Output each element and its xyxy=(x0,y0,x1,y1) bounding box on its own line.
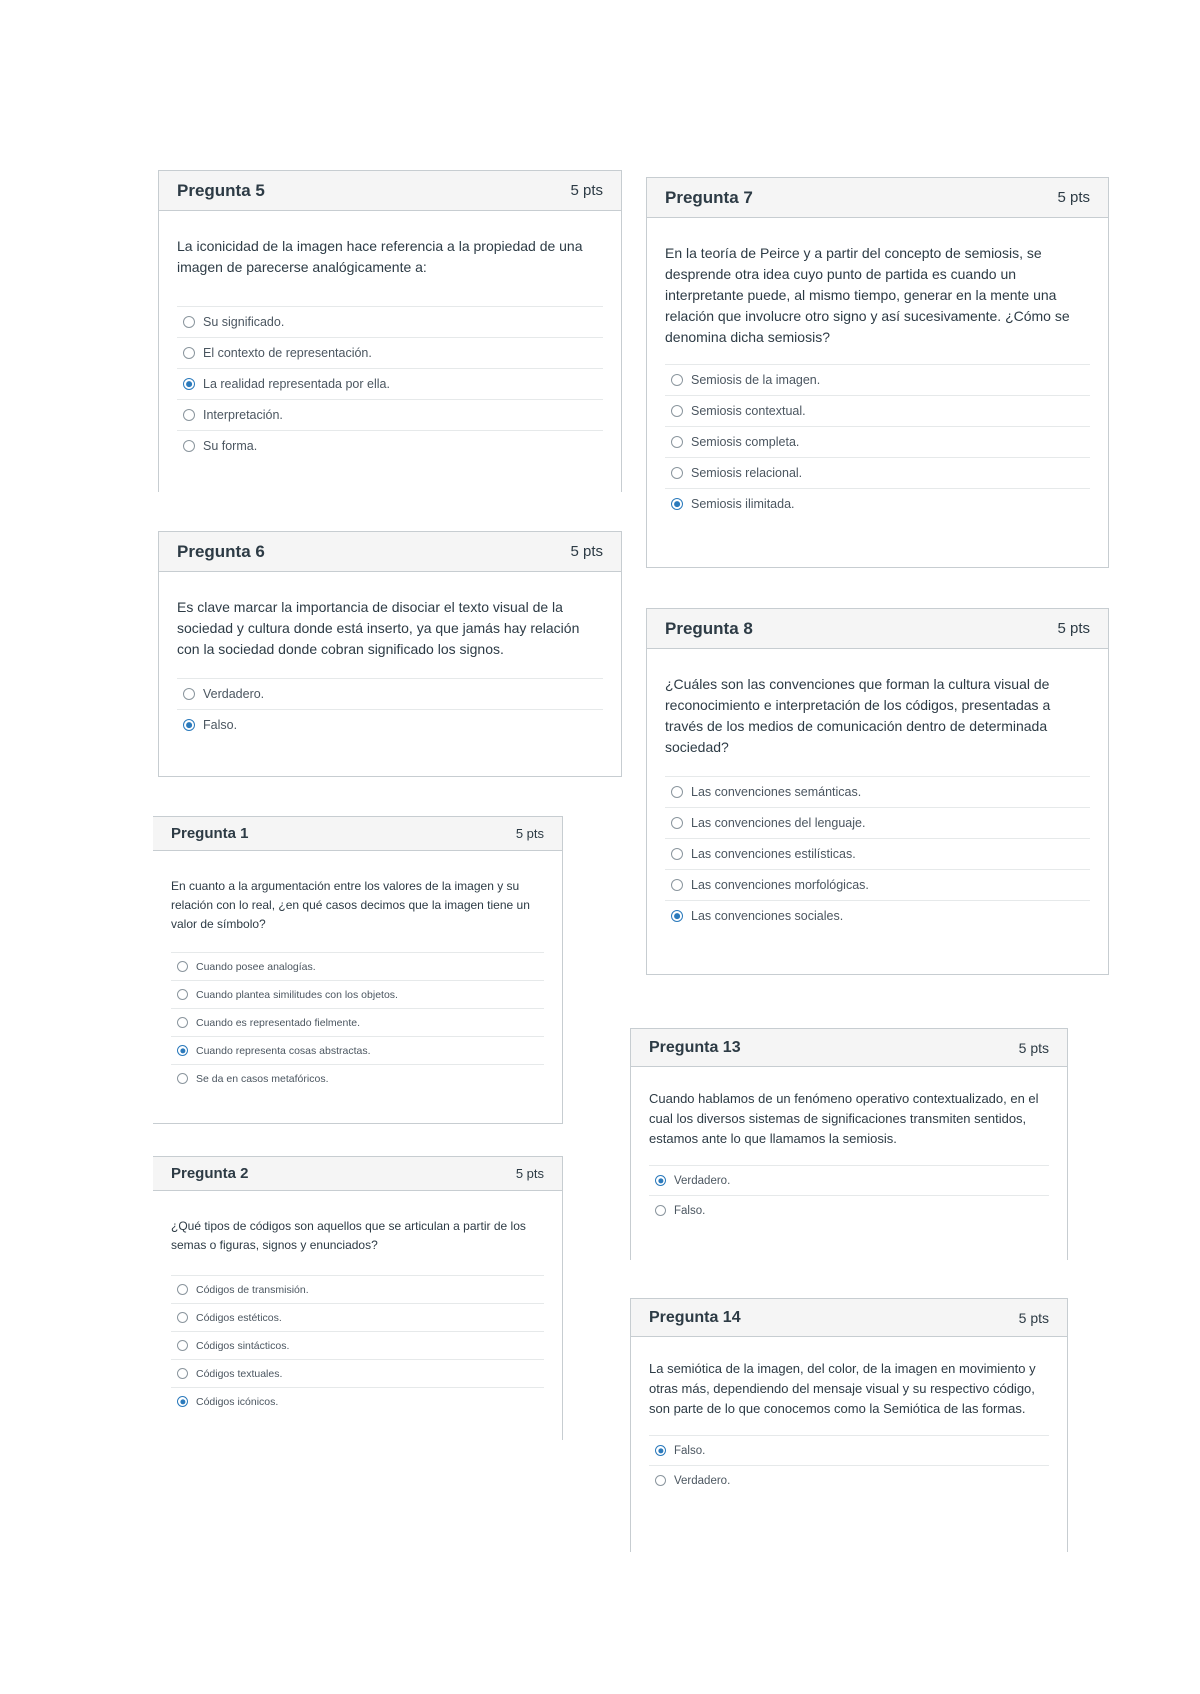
answer-label: Cuando representa cosas abstractas. xyxy=(196,1044,371,1057)
answer-label: Falso. xyxy=(674,1444,706,1457)
question-card-7 xyxy=(646,177,1109,568)
question-card-1 xyxy=(153,816,563,1124)
answer-label: El contexto de representación. xyxy=(203,346,372,360)
question-title: Pregunta 2 xyxy=(171,1165,249,1182)
answer-option[interactable] xyxy=(171,1332,544,1360)
radio-button[interactable] xyxy=(183,409,195,421)
question-header xyxy=(631,1299,1067,1337)
answer-label: Semiosis completa. xyxy=(691,435,800,449)
question-points: 5 pts xyxy=(1057,620,1090,637)
question-text: En cuanto a la argumentación entre los valores de la imagen y su relación con lo real, ¿en qué casos decimos que la imagen tiene un valor de símbolo? xyxy=(171,879,530,931)
answer-option[interactable] xyxy=(177,679,603,710)
radio-button[interactable] xyxy=(671,786,683,798)
question-title: Pregunta 13 xyxy=(649,1038,741,1056)
question-card-2 xyxy=(153,1156,563,1440)
answer-label: Verdadero. xyxy=(674,1174,731,1187)
question-title: Pregunta 5 xyxy=(177,180,265,200)
answer-list xyxy=(665,776,1090,931)
answer-label: Semiosis relacional. xyxy=(691,466,803,480)
answer-label: Las convenciones semánticas. xyxy=(691,785,862,799)
radio-button[interactable] xyxy=(671,467,683,479)
answer-option[interactable] xyxy=(171,1304,544,1332)
answer-option[interactable] xyxy=(665,901,1090,931)
answer-option[interactable] xyxy=(177,369,603,400)
question-text: La semiótica de la imagen, del color, de la imagen en movimiento y otras más, dependiendo del mensaje visual y su respectivo código, son parte de lo que conocemos como la Semiótica de las formas. xyxy=(649,1361,1036,1416)
question-header xyxy=(647,178,1108,218)
radio-button[interactable] xyxy=(177,1368,188,1379)
answer-option[interactable] xyxy=(171,1065,544,1092)
answer-label: Verdadero. xyxy=(674,1474,731,1487)
answer-option[interactable] xyxy=(665,365,1090,396)
answer-label: Su significado. xyxy=(203,315,285,329)
answer-option[interactable] xyxy=(177,338,603,369)
answer-option[interactable] xyxy=(665,396,1090,427)
radio-button[interactable] xyxy=(177,961,188,972)
answer-label: Códigos sintácticos. xyxy=(196,1339,290,1352)
answer-option[interactable] xyxy=(665,427,1090,458)
radio-button[interactable] xyxy=(671,848,683,860)
question-title: Pregunta 1 xyxy=(171,825,249,842)
radio-button[interactable] xyxy=(671,405,683,417)
radio-button[interactable] xyxy=(671,817,683,829)
answer-list xyxy=(177,678,603,740)
radio-button-selected[interactable] xyxy=(655,1175,666,1186)
question-card-5 xyxy=(158,170,622,492)
question-text: La iconicidad de la imagen hace referencia a la propiedad de una imagen de parecerse analógicamente a: xyxy=(177,238,583,275)
answer-label: Falso. xyxy=(203,718,238,732)
question-points: 5 pts xyxy=(1057,189,1090,206)
question-text: Cuando hablamos de un fenómeno operativo contextualizado, en el cual los diversos sistemas de significaciones transmiten sentidos, estamos ante lo que llamamos la semiosis. xyxy=(649,1091,1039,1146)
radio-button[interactable] xyxy=(183,688,195,700)
radio-button[interactable] xyxy=(655,1475,666,1486)
answer-option[interactable] xyxy=(171,981,544,1009)
radio-button[interactable] xyxy=(177,1073,188,1084)
question-points: 5 pts xyxy=(515,826,544,841)
answer-option[interactable] xyxy=(171,1388,544,1415)
question-text: Es clave marcar la importancia de disociar el texto visual de la sociedad y cultura donde está inserto, ya que jamás hay relación con la sociedad donde cobran significado los signos. xyxy=(177,599,580,657)
question-card-13 xyxy=(630,1028,1068,1260)
radio-button[interactable] xyxy=(177,1017,188,1028)
question-header xyxy=(159,171,621,211)
answer-label: Semiosis de la imagen. xyxy=(691,373,821,387)
answer-option[interactable] xyxy=(171,1009,544,1037)
radio-button-selected[interactable] xyxy=(177,1045,188,1056)
answer-option[interactable] xyxy=(665,839,1090,870)
answer-option[interactable] xyxy=(665,458,1090,489)
answer-option[interactable] xyxy=(649,1196,1049,1225)
radio-button[interactable] xyxy=(177,989,188,1000)
answer-label: Verdadero. xyxy=(203,687,265,701)
answer-label: Cuando plantea similitudes con los objetos. xyxy=(196,988,398,1001)
answer-label: Las convenciones sociales. xyxy=(691,909,844,923)
question-title: Pregunta 6 xyxy=(177,541,265,561)
radio-button[interactable] xyxy=(183,347,195,359)
answer-option[interactable] xyxy=(177,710,603,740)
answer-option[interactable] xyxy=(171,1360,544,1388)
radio-button-selected[interactable] xyxy=(177,1396,188,1407)
answer-list xyxy=(171,952,544,1092)
question-points: 5 pts xyxy=(1018,1309,1049,1326)
answer-label: Falso. xyxy=(674,1204,706,1217)
answer-label: Las convenciones estilísticas. xyxy=(691,847,856,861)
answer-option[interactable] xyxy=(177,307,603,338)
answer-label: Las convenciones del lenguaje. xyxy=(691,816,866,830)
answer-label: Interpretación. xyxy=(203,408,283,422)
radio-button[interactable] xyxy=(655,1205,666,1216)
answer-option[interactable] xyxy=(665,808,1090,839)
radio-button[interactable] xyxy=(177,1284,188,1295)
answer-option[interactable] xyxy=(649,1436,1049,1466)
radio-button[interactable] xyxy=(183,440,195,452)
answer-list xyxy=(665,364,1090,519)
question-card-14 xyxy=(630,1298,1068,1552)
question-text: ¿Cuáles son las convenciones que forman la cultura visual de reconocimiento e interpretación de los códigos, presentadas a través de los medios de comunicación dentro de determinada sociedad? xyxy=(665,676,1051,755)
radio-button[interactable] xyxy=(671,879,683,891)
question-points: 5 pts xyxy=(570,543,603,560)
answer-label: Se da en casos metafóricos. xyxy=(196,1072,329,1085)
radio-button-selected[interactable] xyxy=(183,378,195,390)
radio-button-selected[interactable] xyxy=(183,719,195,731)
answer-label: Las convenciones morfológicas. xyxy=(691,878,869,892)
radio-button-selected[interactable] xyxy=(655,1445,666,1456)
answer-option[interactable] xyxy=(171,953,544,981)
question-title: Pregunta 14 xyxy=(649,1308,741,1326)
question-points: 5 pts xyxy=(515,1166,544,1181)
answer-list xyxy=(177,306,603,461)
answer-label: Códigos textuales. xyxy=(196,1367,283,1380)
answer-label: Su forma. xyxy=(203,439,258,453)
radio-button[interactable] xyxy=(177,1340,188,1351)
answer-option[interactable] xyxy=(171,1037,544,1065)
question-card-8 xyxy=(646,608,1109,975)
answer-option[interactable] xyxy=(177,431,603,461)
answer-list xyxy=(171,1275,544,1415)
radio-button[interactable] xyxy=(177,1312,188,1323)
answer-option[interactable] xyxy=(665,777,1090,808)
question-card-6 xyxy=(158,531,622,777)
radio-button-selected[interactable] xyxy=(671,498,683,510)
answer-option[interactable] xyxy=(177,400,603,431)
answer-option[interactable] xyxy=(649,1166,1049,1196)
answer-list xyxy=(649,1165,1049,1225)
radio-button[interactable] xyxy=(671,374,683,386)
question-header xyxy=(153,817,562,851)
question-text: ¿Qué tipos de códigos son aquellos que se articulan a partir de los semas o figuras, signos y enunciados? xyxy=(171,1219,526,1252)
radio-button[interactable] xyxy=(183,316,195,328)
answer-label: Códigos de transmisión. xyxy=(196,1283,309,1296)
question-title: Pregunta 8 xyxy=(665,618,753,638)
answer-label: Semiosis ilimitada. xyxy=(691,497,795,511)
answer-option[interactable] xyxy=(649,1466,1049,1495)
answer-option[interactable] xyxy=(665,489,1090,519)
question-points: 5 pts xyxy=(1018,1039,1049,1056)
radio-button-selected[interactable] xyxy=(671,910,683,922)
answer-label: Cuando posee analogías. xyxy=(196,960,316,973)
question-text: En la teoría de Peirce y a partir del concepto de semiosis, se desprende otra idea cuyo punto de partida es cuando un interpretante puede, al mismo tiempo, generar en la mente una relación que involucre otro signo y así sucesivamente. ¿Cómo se denomina dicha semiosis? xyxy=(665,245,1070,345)
answer-option[interactable] xyxy=(665,870,1090,901)
radio-button[interactable] xyxy=(671,436,683,448)
answer-label: Cuando es representado fielmente. xyxy=(196,1016,361,1029)
answer-label: Semiosis contextual. xyxy=(691,404,806,418)
answer-label: Códigos icónicos. xyxy=(196,1395,279,1408)
answer-list xyxy=(649,1435,1049,1495)
question-points: 5 pts xyxy=(570,182,603,199)
question-title: Pregunta 7 xyxy=(665,187,753,207)
question-header xyxy=(153,1157,562,1191)
answer-label: Códigos estéticos. xyxy=(196,1311,282,1324)
answer-label: La realidad representada por ella. xyxy=(203,377,390,391)
question-header xyxy=(631,1029,1067,1067)
question-header xyxy=(159,532,621,572)
question-header xyxy=(647,609,1108,649)
answer-option[interactable] xyxy=(171,1276,544,1304)
